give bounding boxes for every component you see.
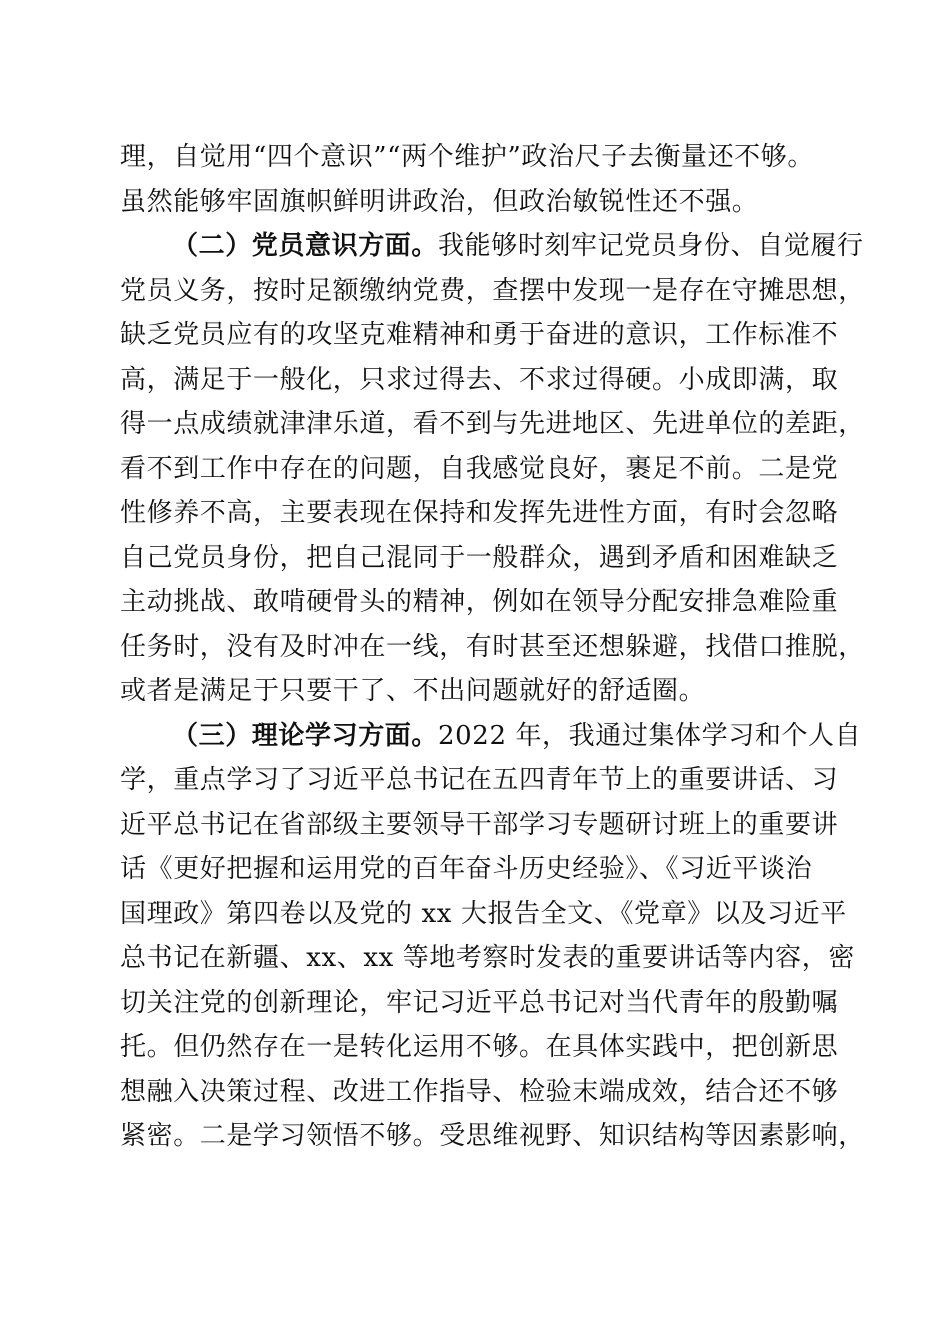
section-heading: （二）党员意识方面。: [172, 231, 439, 261]
text-line: 国理政》第四卷以及党的 xx 大报告全文、《党章》以及习近平: [120, 898, 847, 929]
text-line: 托。但仍然存在一是转化运用不够。在具体实践中，把创新思: [120, 1032, 839, 1062]
text-line: 得一点成绩就津津乐道，看不到与先进地区、先进单位的差距，: [120, 409, 865, 439]
text-line: 自己党员身份，把自己混同于一般群众，遇到矛盾和困难缺乏: [120, 542, 839, 573]
text-line: 高，满足于一般化，只求过得去、不求过得硬。小成即满，取: [120, 364, 839, 395]
text-line: 性修养不高，主要表现在保持和发挥先进性方面，有时会忽略: [120, 498, 839, 528]
text-line: 或者是满足于只要干了、不出问题就好的舒适圈。: [120, 676, 706, 706]
text-line: 任务时，没有及时冲在一线，有时甚至还想躲避，找借口推脱，: [120, 631, 865, 662]
text-line: 紧密。二是学习领悟不够。受思维视野、知识结构等因素影响，: [120, 1121, 865, 1151]
text-line: 党员义务，按时足额缴纳党费，查摆中发现一是存在守摊思想，: [120, 275, 865, 306]
paragraph-start-line: [120, 714, 862, 759]
text-run: 2022 年，我通过集体学习和个人自: [438, 720, 862, 751]
text-line: 看不到工作中存在的问题，自我感觉良好，裹足不前。二是党: [120, 453, 839, 484]
text-line: 话《更好把握和运用党的百年奋斗历史经验》、《习近平谈治: [120, 854, 813, 884]
text-line: 学，重点学习了习近平总书记在五四青年节上的重要讲话、习: [120, 765, 839, 795]
text-run: 我能够时刻牢记党员身份、自觉履行: [438, 231, 864, 261]
text-line: 近平总书记在省部级主要领导干部学习专题研讨班上的重要讲: [120, 809, 839, 840]
text-line: 总书记在新疆、xx、xx 等地考察时发表的重要讲话等内容，密: [120, 943, 855, 973]
text-line: 主动挑战、敢啃硬骨头的精神，例如在领导分配安排急难险重: [120, 587, 839, 617]
paragraph-start-line: [120, 224, 864, 269]
text-line: 虽然能够牢固旗帜鲜明讲政治，但政治敏锐性还不强。: [120, 186, 759, 217]
text-line: 切关注党的创新理论，牢记习近平总书记对当代青年的殷勤嘱: [120, 987, 839, 1018]
section-heading: （三）理论学习方面。: [172, 720, 439, 751]
text-line: 理，自觉用“四个意识”“两个维护”政治尺子去衡量还不够。: [120, 142, 814, 172]
text-line: 想融入决策过程、改进工作指导、检验末端成效，结合还不够: [120, 1076, 839, 1107]
text-line: 缺乏党员应有的攻坚克难精神和勇于奋进的意识，工作标准不: [120, 320, 839, 350]
document-body: [120, 135, 865, 1159]
